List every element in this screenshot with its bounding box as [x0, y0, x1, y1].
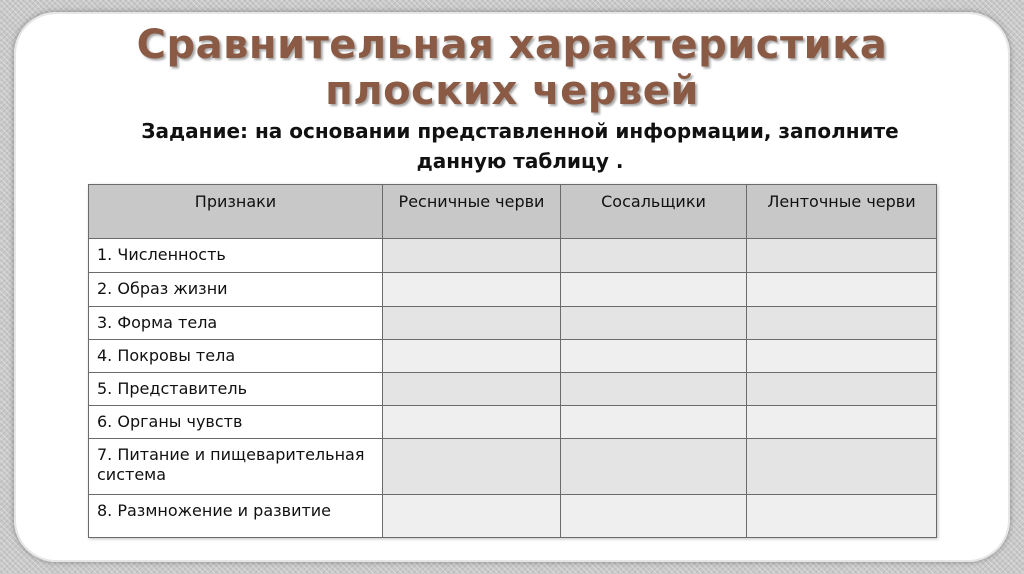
answer-cell[interactable]	[747, 373, 937, 406]
header-ciliated-worms: Ресничные черви	[383, 185, 561, 239]
answer-cell[interactable]	[383, 273, 561, 307]
slide-title-line-2: плоских червей	[325, 68, 699, 114]
answer-cell[interactable]	[383, 439, 561, 495]
answer-cell[interactable]	[747, 273, 937, 307]
row-label: 3. Форма тела	[89, 307, 383, 340]
answer-cell[interactable]	[747, 307, 937, 340]
answer-cell[interactable]	[561, 495, 747, 538]
answer-cell[interactable]	[383, 495, 561, 538]
answer-cell[interactable]	[747, 495, 937, 538]
header-tapeworms: Ленточные черви	[747, 185, 937, 239]
answer-cell[interactable]	[747, 406, 937, 439]
table-row	[89, 439, 937, 495]
table-row	[89, 495, 937, 538]
row-label: 6. Органы чувств	[89, 406, 383, 439]
row-label: 8. Размножение и развитие	[89, 495, 383, 538]
answer-cell[interactable]	[561, 239, 747, 273]
comparison-table	[88, 184, 937, 538]
answer-cell[interactable]	[383, 307, 561, 340]
header-features: Признаки	[89, 185, 383, 239]
table-row	[89, 273, 937, 307]
table-row	[89, 307, 937, 340]
answer-cell[interactable]	[747, 340, 937, 373]
row-label: 7. Питание и пищеварительная система	[89, 439, 383, 495]
table-row	[89, 239, 937, 273]
answer-cell[interactable]	[747, 239, 937, 273]
table-row	[89, 373, 937, 406]
answer-cell[interactable]	[747, 439, 937, 495]
row-label: 1. Численность	[89, 239, 383, 273]
answer-cell[interactable]	[561, 340, 747, 373]
answer-cell[interactable]	[561, 273, 747, 307]
row-label: 2. Образ жизни	[89, 273, 383, 307]
answer-cell[interactable]	[383, 340, 561, 373]
answer-cell[interactable]	[383, 373, 561, 406]
row-label: 4. Покровы тела	[89, 340, 383, 373]
table-row	[89, 340, 937, 373]
answer-cell[interactable]	[561, 406, 747, 439]
answer-cell[interactable]	[383, 239, 561, 273]
answer-cell[interactable]	[561, 373, 747, 406]
answer-cell[interactable]	[561, 307, 747, 340]
table-header-row	[89, 185, 937, 239]
task-text-line-2: данную таблицу .	[416, 149, 624, 173]
answer-cell[interactable]	[561, 439, 747, 495]
row-label: 5. Представитель	[89, 373, 383, 406]
header-flukes: Сосальщики	[561, 185, 747, 239]
task-text-line-1: Задание: на основании представленной информации, заполните	[141, 119, 899, 143]
slide-title-line-1: Сравнительная характеристика	[136, 22, 888, 68]
table-row	[89, 406, 937, 439]
answer-cell[interactable]	[383, 406, 561, 439]
